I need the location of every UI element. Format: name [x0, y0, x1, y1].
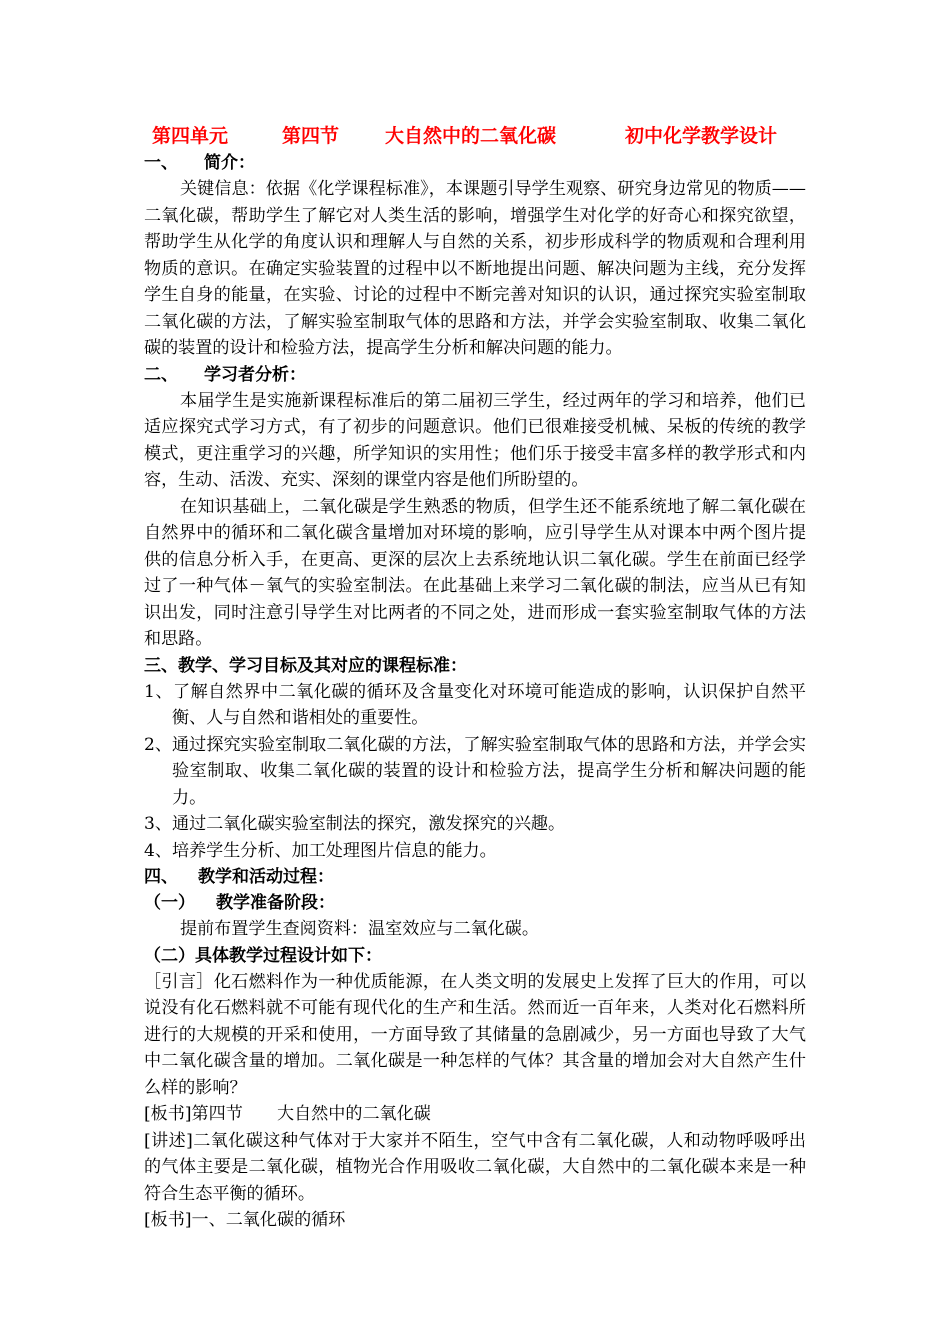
title-type: 初中化学教学设计 — [625, 125, 778, 147]
section-4-number: 四、 — [144, 867, 178, 887]
lecture-paragraph: [讲述]二氧化碳这种气体对于大家并不陌生，空气中含有二氧化碳，人和动物呼吸呼出的气体主要是二氧化碳，植物光合作用吸收二氧化碳，大自然中的二氧化碳本来是一种符合生态平衡的循环。 — [144, 1130, 806, 1204]
board-note-2: [板书]一、二氧化碳的循环 — [144, 1210, 346, 1230]
subsection-1-heading — [144, 890, 806, 916]
subsection-1-number: （一） — [144, 893, 195, 913]
section-2-paragraph-1: 本届学生是实施新课程标准后的第二届初三学生，经过两年的学习和培养，他们已适应探究式学习方式，有了初步的问题意识。他们已很难接受机械、呆板的传统的教学模式，更注重学习的兴趣，所学知识的实用性；他们乐于接受丰富多样的教学形式和内容，生动、活泼、充实、深刻的课堂内容是他们所盼望的。 — [144, 390, 806, 490]
section-2-number: 二、 — [144, 364, 178, 385]
document-title — [144, 122, 806, 150]
section-1-label: 简介： — [204, 153, 255, 173]
document-page — [144, 122, 806, 1234]
section-3-heading: 三、教学、学习目标及其对应的课程标准： — [144, 655, 467, 676]
section-1-heading — [144, 150, 806, 176]
title-unit: 第四单元 — [152, 125, 229, 147]
section-4-label: 教学和活动过程： — [198, 867, 334, 887]
subsection-1-label: 教学准备阶段： — [216, 893, 335, 913]
section-4-heading — [144, 864, 806, 890]
section-2-paragraph-2: 在知识基础上，二氧化碳是学生熟悉的物质，但学生还不能系统地了解二氧化碳在自然界中的循环和二氧化碳含量增加对环境的影响，应引导学生从对课本中两个图片提供的信息分析入手，在更高、更深的层次上去系统地认识二氧化碳。学生在前面已经学过了一种气体－氧气的实验室制法。在此基础上来学习二氧化碳的制法，应当从已有知识出发，同时注意引导学生对比两者的不同之处，进而形成一套实验室制取气体的方法和思路。 — [144, 496, 806, 649]
section-1-number: 一、 — [144, 153, 178, 173]
section-2-label: 学习者分析： — [204, 364, 306, 385]
board-note-1: [板书]第四节 大自然中的二氧化碳 — [144, 1104, 431, 1124]
section-2-heading — [144, 362, 806, 388]
section-1-paragraph: 关键信息：依据《化学课程标准》，本课题引导学生观察、研究身边常见的物质——二氧化碳，帮助学生了解它对人类生活的影响，增强学生对化学的好奇心和探究欲望，帮助学生从化学的角度认识和理解人与自然的关系，初步形成科学的物质观和合理利用物质的意识。在确定实验装置的过程中以不断地提出问题、解决问题为主线，充分发挥学生自身的能量，在实验、讨论的过程中不断完善对知识的认识，通过探究实验室制取二氧化碳的方法，了解实验室制取气体的思路和方法，并学会实验室制取、收集二氧化碳的装置的设计和检验方法，提高学生分析和解决问题的能力。 — [144, 179, 806, 358]
objective-item: 1、了解自然界中二氧化碳的循环及含量变化对环境可能造成的影响，认识保护自然平衡、人与自然和谐相处的重要性。 — [144, 681, 806, 728]
title-topic: 大自然中的二氧化碳 — [385, 125, 557, 147]
title-section: 第四节 — [282, 125, 340, 147]
subsection-2-heading: （二）具体教学过程设计如下： — [144, 945, 382, 966]
objective-item: 2、通过探究实验室制取二氧化碳的方法，了解实验室制取气体的思路和方法，并学会实验室制取、收集二氧化碳的装置的设计和检验方法，提高学生分析和解决问题的能力。 — [144, 734, 806, 808]
objective-item: 4、培养学生分析、加工处理图片信息的能力。 — [144, 840, 497, 861]
objective-item: 3、通过二氧化碳实验室制法的探究，激发探究的兴趣。 — [144, 814, 566, 834]
subsection-1-paragraph: 提前布置学生查阅资料：温室效应与二氧化碳。 — [180, 919, 539, 939]
intro-paragraph: ［引言］化石燃料作为一种优质能源，在人类文明的发展史上发挥了巨大的作用，可以说没有化石燃料就不可能有现代化的生产和生活。然而近一百年来，人类对化石燃料所进行的大规模的开采和使用，一方面导致了其储量的急剧减少，另一方面也导致了大气中二氧化碳含量的增加。二氧化碳是一种怎样的气体？其含量的增加会对大自然产生什么样的影响？ — [144, 971, 806, 1098]
